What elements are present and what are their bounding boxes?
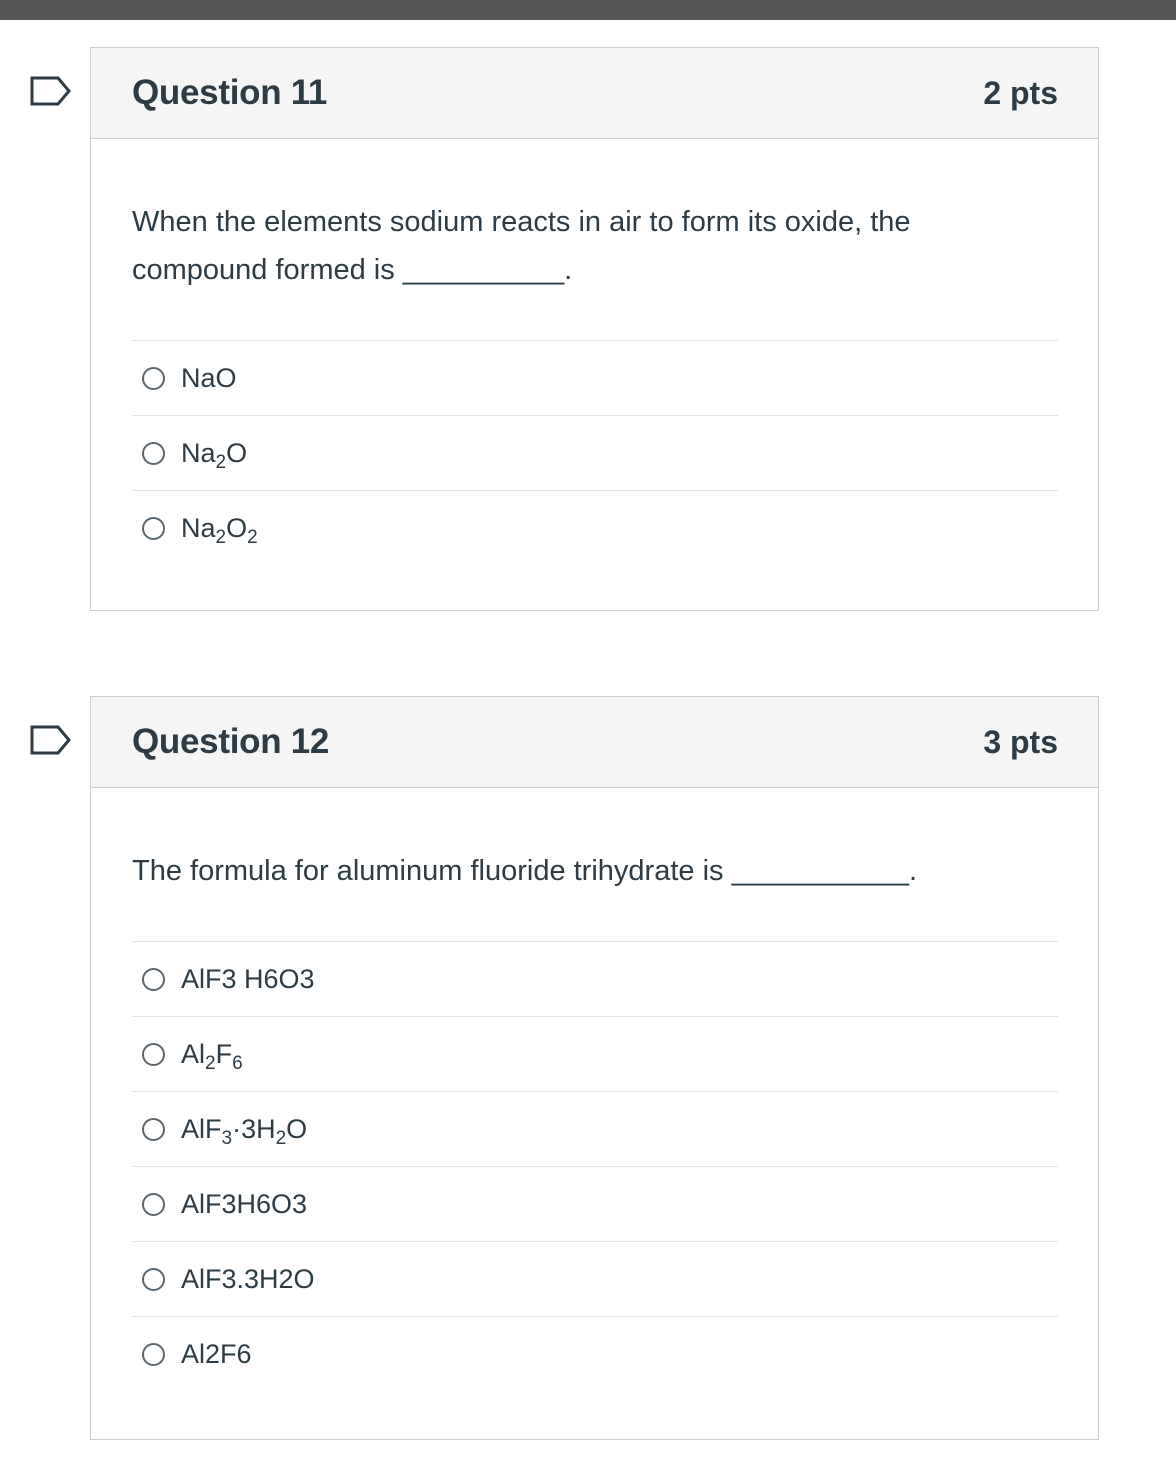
answer-label: AlF3.3H2O	[181, 1263, 315, 1294]
radio-button-icon[interactable]	[142, 442, 165, 465]
answer-option[interactable]	[132, 416, 1058, 491]
question-header	[91, 697, 1098, 788]
top-bar	[0, 0, 1176, 20]
answer-label: Al2F6	[181, 1339, 252, 1369]
answer-label: AlF3H6O3	[181, 1188, 308, 1219]
question-points: 3 pts	[983, 723, 1058, 760]
answer-option[interactable]	[132, 1167, 1058, 1242]
question-text: When the elements sodium reacts in air to form its oxide, the compound formed is __________.	[132, 206, 911, 286]
answer-list	[132, 340, 1058, 566]
answer-option[interactable]	[132, 1242, 1058, 1317]
answer-option[interactable]	[132, 1317, 1058, 1392]
answer-option[interactable]	[132, 341, 1058, 416]
answer-option[interactable]	[132, 942, 1058, 1017]
question-title: Question 12	[132, 722, 330, 761]
radio-button-icon[interactable]	[142, 1268, 165, 1291]
flag-question-12-icon[interactable]	[30, 725, 72, 755]
answer-list	[132, 941, 1058, 1392]
question-body	[91, 139, 1098, 566]
question-body	[91, 788, 1098, 1392]
answer-label: AlF3 H6O3	[181, 963, 315, 994]
radio-button-icon[interactable]	[142, 517, 165, 540]
question-12	[90, 696, 1099, 1440]
radio-button-icon[interactable]	[142, 1043, 165, 1066]
answer-label: $AlF_3\cdot 3H_2O$	[181, 1113, 308, 1149]
radio-button-icon[interactable]	[142, 1118, 165, 1141]
radio-button-icon[interactable]	[142, 968, 165, 991]
question-points: 2 pts	[983, 74, 1058, 111]
answer-label: $Na_2O$	[181, 437, 248, 473]
question-11	[90, 47, 1099, 611]
answer-label: $Na_2O_2$	[181, 513, 258, 548]
radio-button-icon[interactable]	[142, 1193, 165, 1216]
answer-option[interactable]	[132, 491, 1058, 566]
question-text: The formula for aluminum fluoride trihydrate is ___________.	[132, 855, 918, 887]
question-header	[91, 48, 1098, 139]
answer-option[interactable]	[132, 1017, 1058, 1092]
answer-label: NaO	[181, 362, 237, 393]
answer-label: $Al_2F_6$	[181, 1038, 243, 1074]
flag-question-11-icon[interactable]	[30, 76, 72, 106]
answer-option[interactable]	[132, 1092, 1058, 1167]
question-title: Question 11	[132, 73, 328, 112]
radio-button-icon[interactable]	[142, 1343, 165, 1366]
radio-button-icon[interactable]	[142, 367, 165, 390]
